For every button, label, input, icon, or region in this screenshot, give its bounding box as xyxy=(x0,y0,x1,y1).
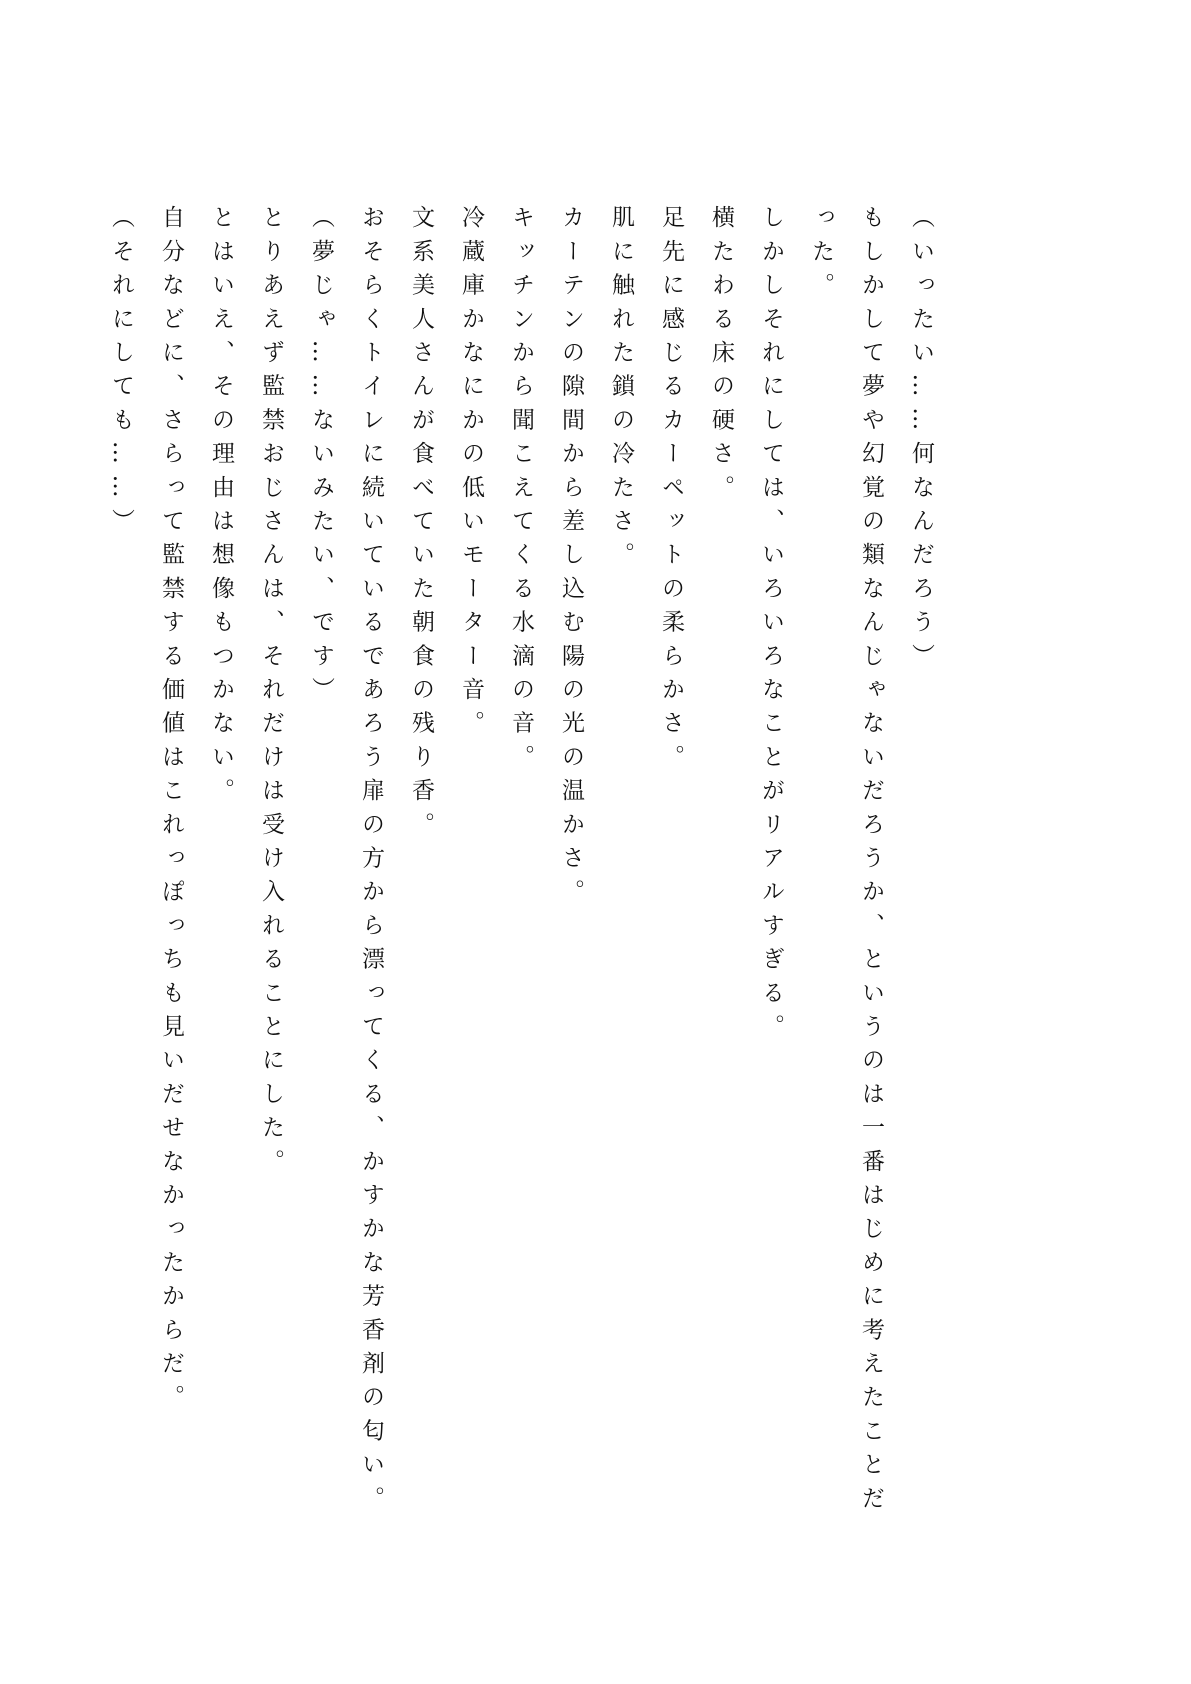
text-line: とりあえず監禁おじさんは、それだけは受け入れることにした。 xyxy=(258,205,284,1183)
text-line: カーテンの隙間から差し込む陽の光の温かさ。 xyxy=(558,205,584,913)
text-line: 文系美人さんが食べていた朝食の残り香。 xyxy=(408,205,434,846)
vertical-text-body xyxy=(96,205,946,1525)
text-line: （夢じゃ……ないみたい、です） xyxy=(308,205,334,711)
text-line: もしかして夢や幻覚の類なんじゃないだろうか、というのは一番はじめに考えたことだった。 xyxy=(808,205,884,1520)
text-line: 肌に触れた鎖の冷たさ。 xyxy=(608,205,634,576)
text-line: 横たわる床の硬さ。 xyxy=(708,205,734,509)
text-line: キッチンから聞こえてくる水滴の音。 xyxy=(508,205,534,778)
text-line: 冷蔵庫かなにかの低いモーター音。 xyxy=(458,205,484,745)
text-line: 自分などに、さらって監禁する価値はこれっぽっちも見いだせなかったからだ。 xyxy=(158,205,184,1419)
text-line: おそらくトイレに続いているであろう扉の方から漂ってくる、かすかな芳香剤の匂い。 xyxy=(358,205,384,1520)
text-line: しかしそれにしては、いろいろなことがリアルすぎる。 xyxy=(758,205,784,1048)
text-line: （いったい……何なんだろう） xyxy=(908,205,934,677)
text-line: （それにしても……） xyxy=(108,205,134,542)
text-line: とはいえ、その理由は想像もつかない。 xyxy=(208,205,234,812)
text-line: 足先に感じるカーペットの柔らかさ。 xyxy=(658,205,684,778)
